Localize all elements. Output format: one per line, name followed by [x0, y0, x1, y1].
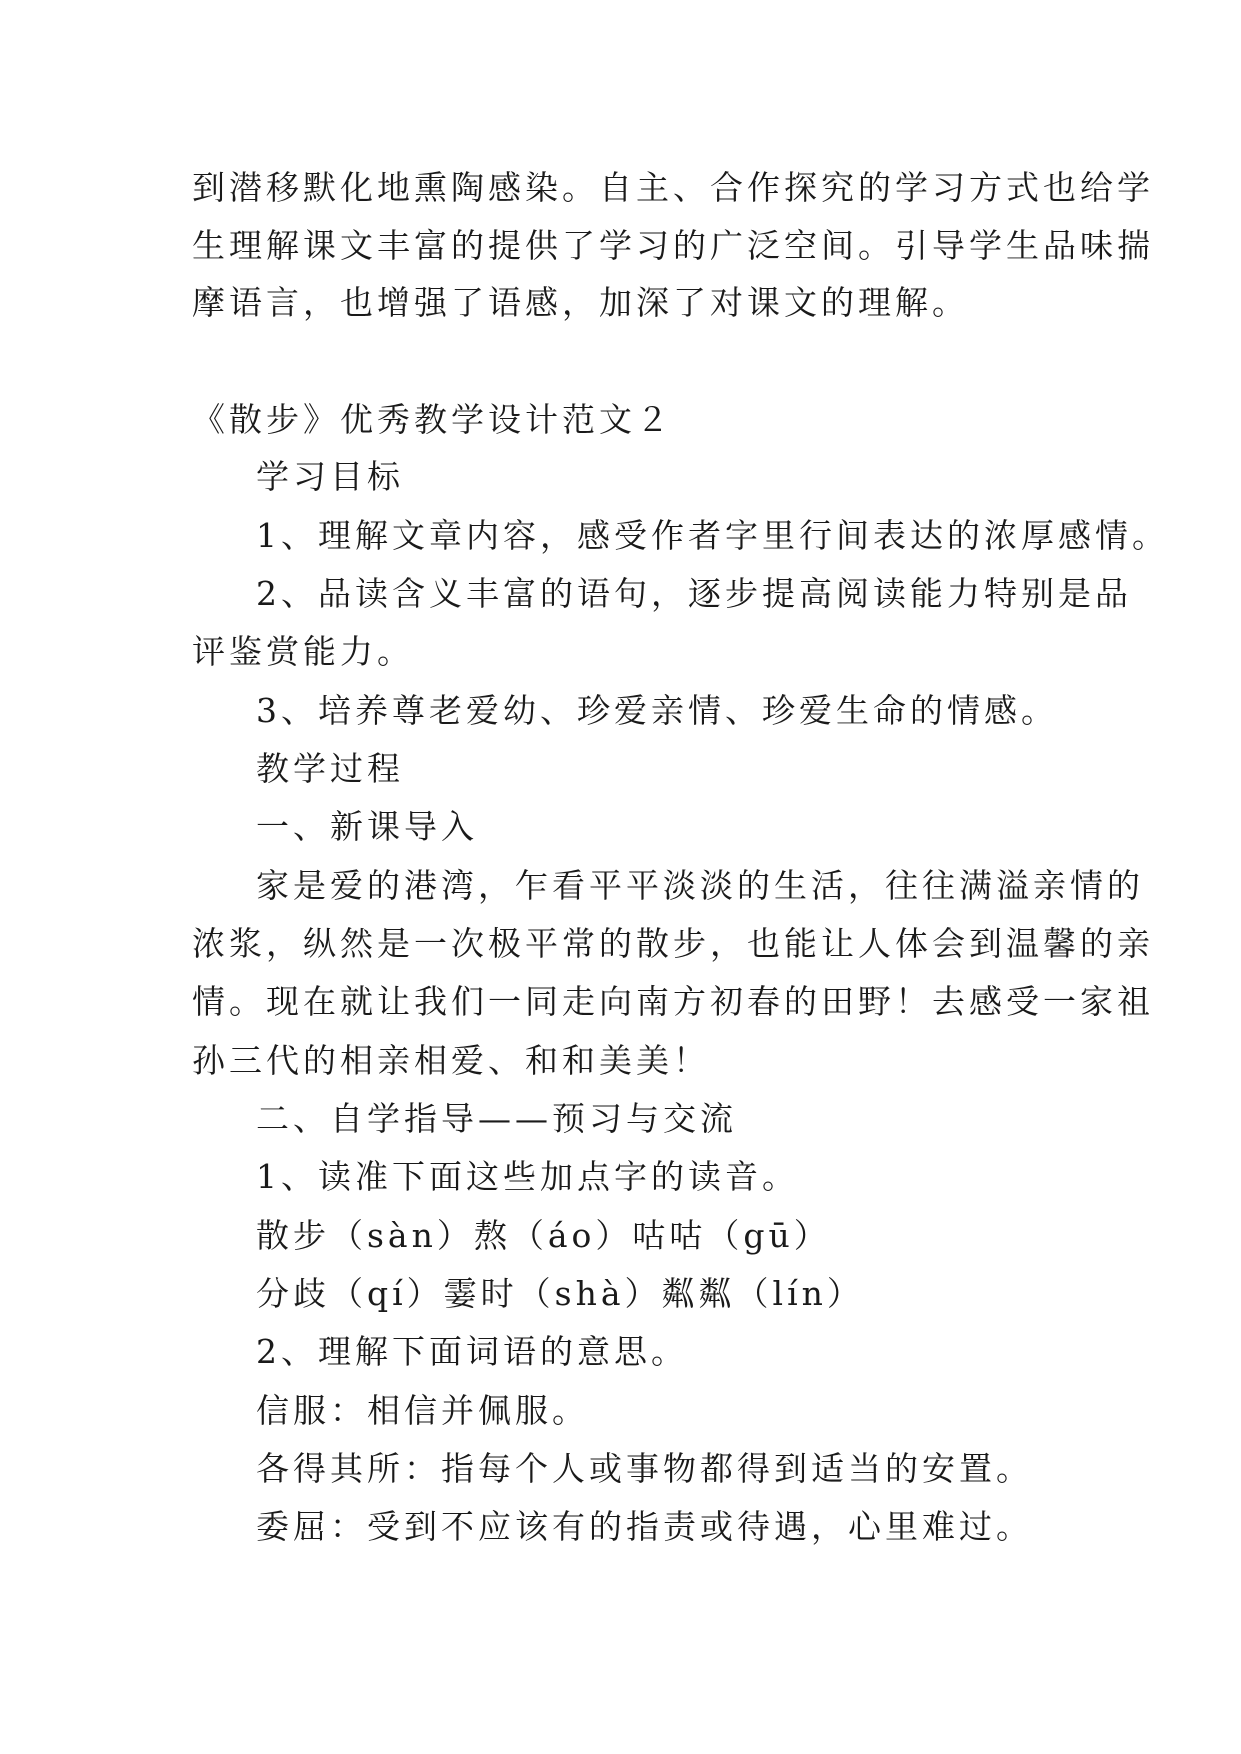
- definition-line: 信服：相信并佩服。: [256, 1391, 589, 1430]
- list-item: 2、理解下面词语的意思。: [256, 1332, 688, 1371]
- list-item: 2、品读含义丰富的语句，逐步提高阅读能力特别是品: [256, 574, 1132, 613]
- definition-line: 各得其所：指每个人或事物都得到适当的安置。: [256, 1449, 1033, 1488]
- list-item: 1、读准下面这些加点字的读音。: [256, 1157, 799, 1196]
- list-item: 3、培养尊老爱幼、珍爱亲情、珍爱生命的情感。: [256, 691, 1058, 730]
- paragraph-line: 浓浆，纵然是一次极平常的散步，也能让人体会到温馨的亲: [192, 924, 1154, 963]
- definition-line: 委屈：受到不应该有的指责或待遇，心里难过。: [256, 1507, 1033, 1546]
- paragraph-line: 家是爱的港湾，乍看平平淡淡的生活，往往满溢亲情的: [256, 866, 1144, 905]
- paragraph-line: 孙三代的相亲相爱、和和美美！: [192, 1041, 710, 1080]
- list-item-continued: 评鉴赏能力。: [192, 632, 414, 671]
- subheading: 二、自学指导——预习与交流: [256, 1099, 737, 1138]
- paragraph-line: 到潜移默化地熏陶感染。自主、合作探究的学习方式也给学: [192, 168, 1154, 207]
- paragraph-line: 情。现在就让我们一同走向南方初春的田野！去感受一家祖: [192, 982, 1154, 1021]
- heading-teaching-process: 教学过程: [256, 749, 404, 788]
- heading-learning-goals: 学习目标: [256, 457, 404, 496]
- paragraph-line: 生理解课文丰富的提供了学习的广泛空间。引导学生品味揣: [192, 226, 1154, 265]
- pinyin-line: 散步（sàn）熬（áo）咕咕（gū）: [256, 1216, 831, 1255]
- paragraph-line: 摩语言，也增强了语感，加深了对课文的理解。: [192, 283, 969, 322]
- list-item: 1、理解文章内容，感受作者字里行间表达的浓厚感情。: [256, 516, 1169, 555]
- section-title: 《散步》优秀教学设计范文２: [192, 400, 673, 439]
- pinyin-line: 分歧（qí）霎时（shà）粼粼（lín）: [256, 1274, 864, 1313]
- subheading: 一、新课导入: [256, 807, 478, 846]
